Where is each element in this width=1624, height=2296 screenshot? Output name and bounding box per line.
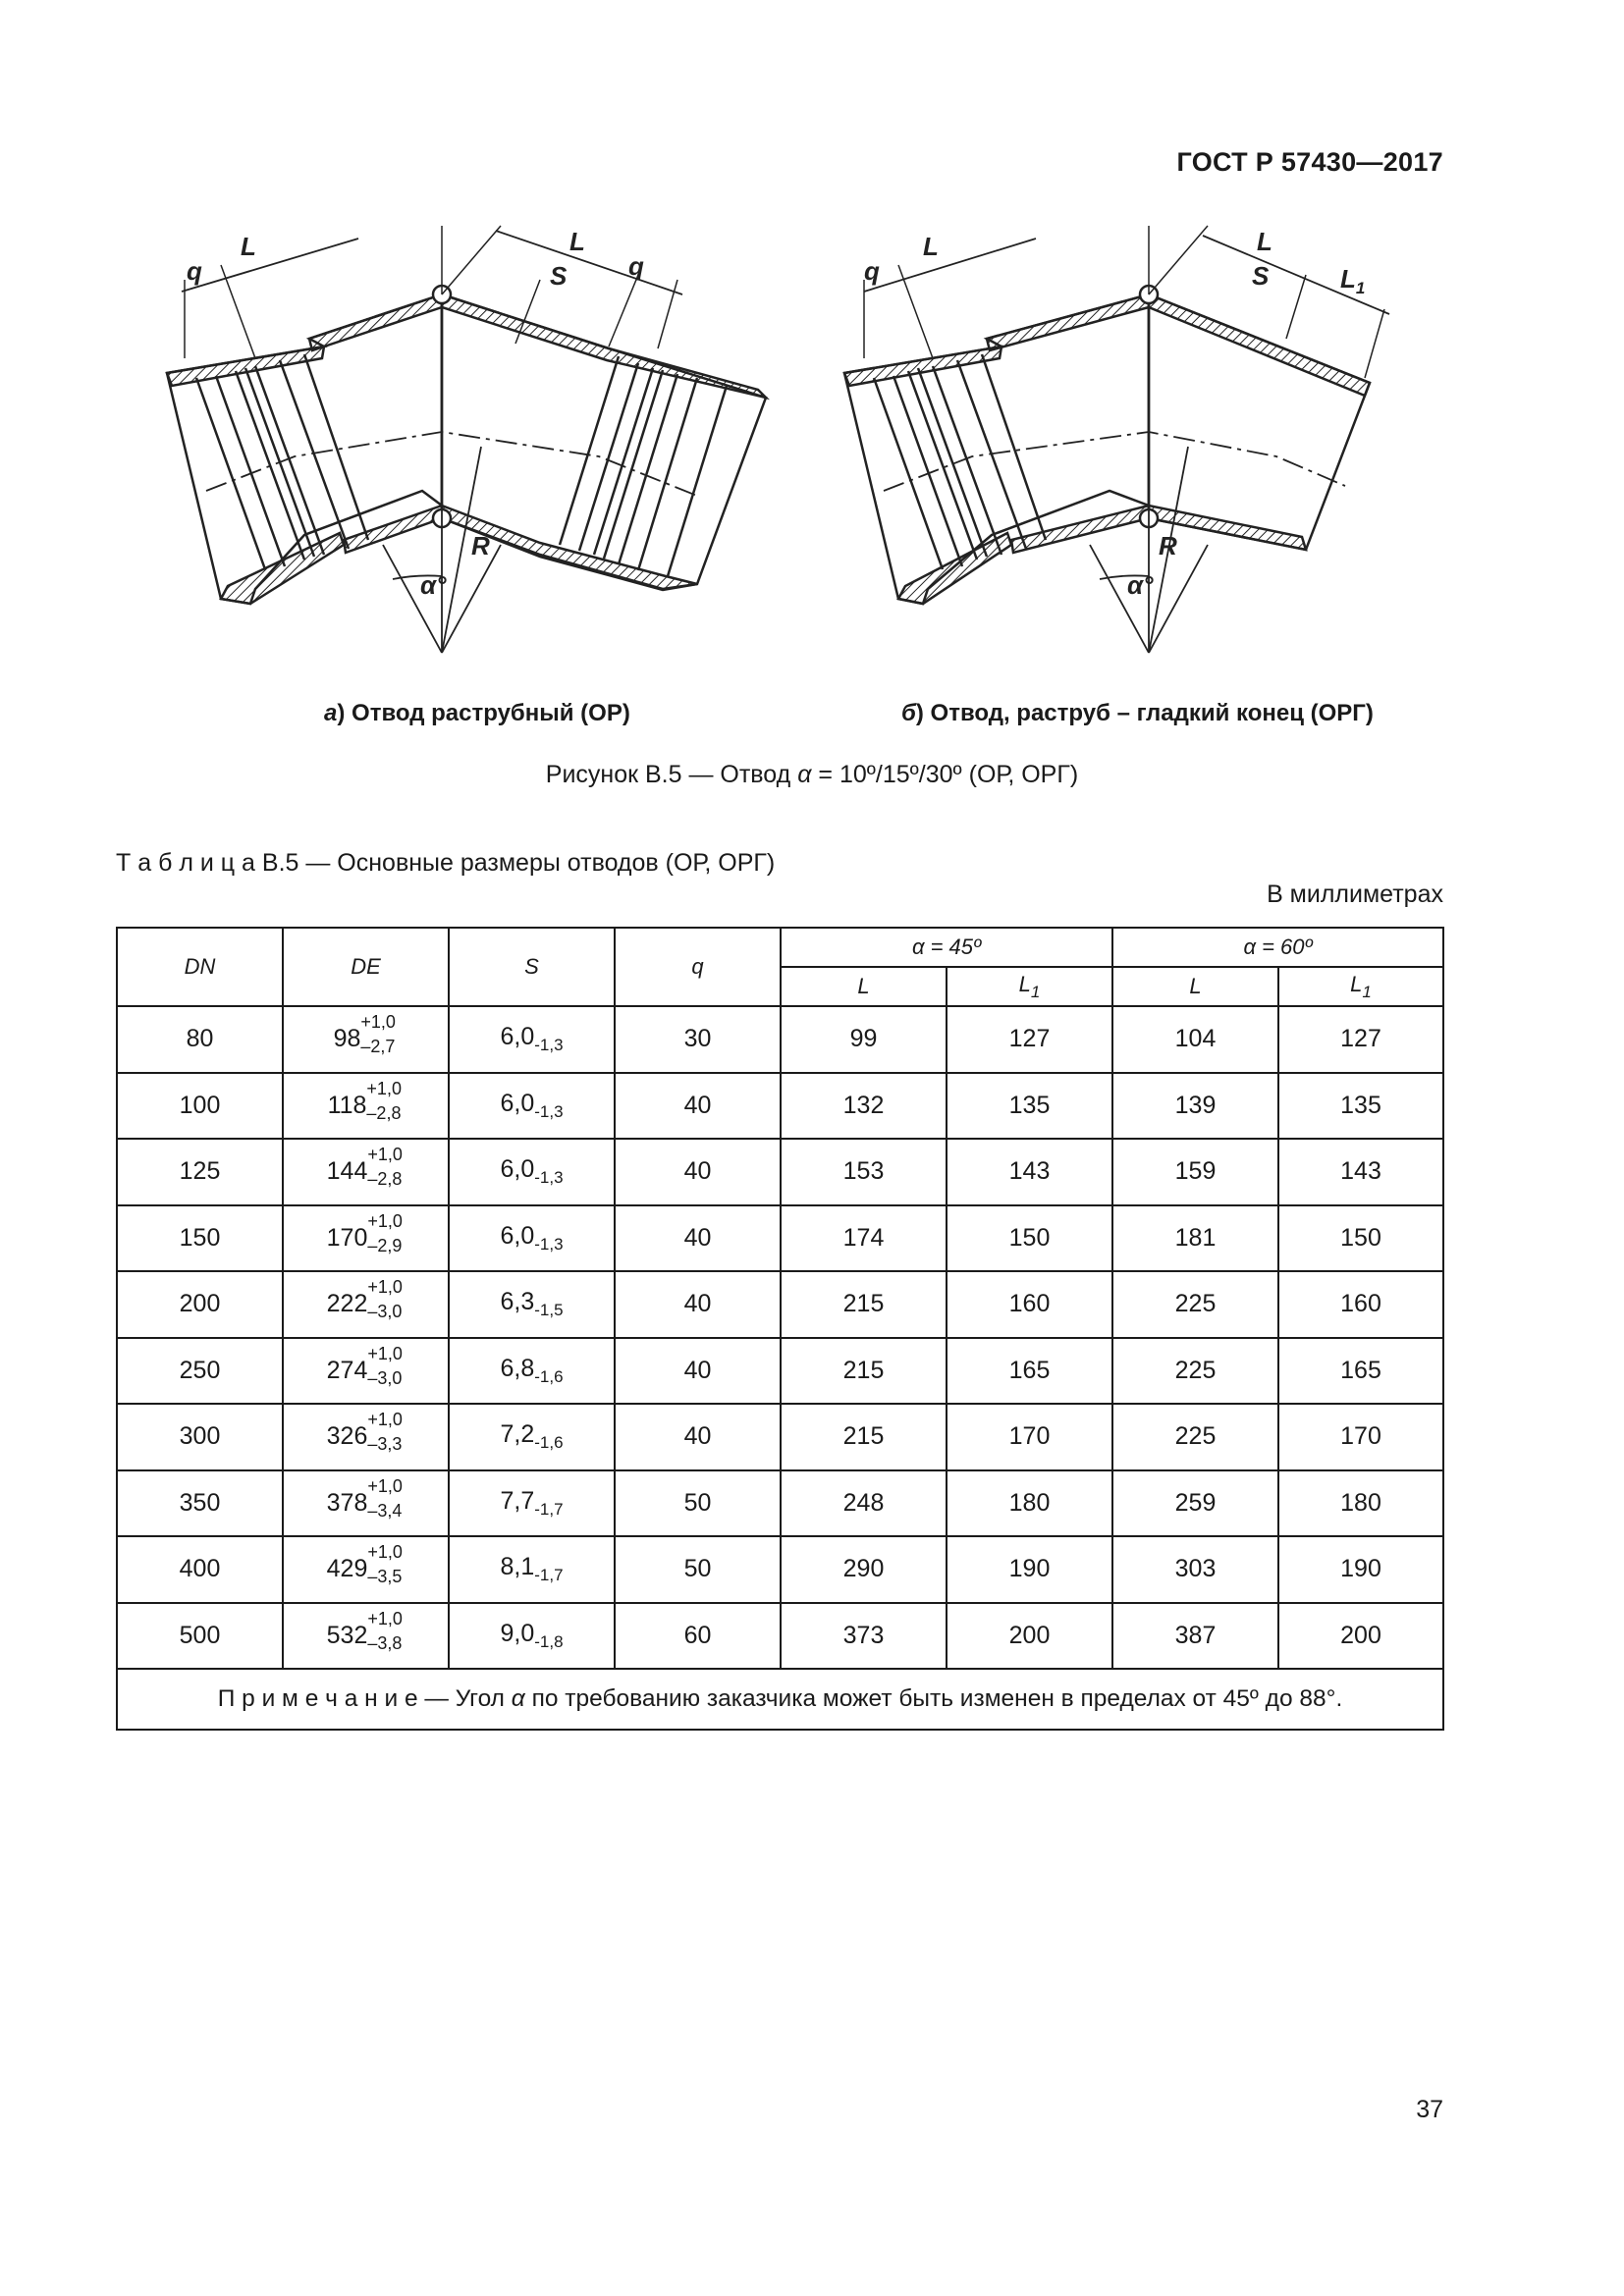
label-r-b: R <box>1159 531 1177 561</box>
table-row <box>117 1271 1443 1338</box>
cell-l1-60: 160 <box>1278 1271 1443 1338</box>
cell-q: 40 <box>615 1139 781 1205</box>
label-l-a: L <box>241 232 256 261</box>
table-row <box>117 1536 1443 1603</box>
label-l-a2: L <box>569 227 585 256</box>
cell-de: 326 +1,0 –3,3 <box>283 1404 449 1470</box>
cell-l1-45: 127 <box>947 1006 1112 1073</box>
cell-s: $6,0_{-1,3}$ <box>449 1073 615 1140</box>
table-row <box>117 1470 1443 1537</box>
cell-q: 40 <box>615 1073 781 1140</box>
header-alpha-45: α = 45º <box>781 928 1112 967</box>
cell-l1-60: 170 <box>1278 1404 1443 1470</box>
cell-l1-45: 135 <box>947 1073 1112 1140</box>
cell-s: $6,3_{-1,5}$ <box>449 1271 615 1338</box>
label-s-a: S <box>550 261 568 291</box>
cell-l-60: 387 <box>1112 1603 1278 1670</box>
cell-l-60: 259 <box>1112 1470 1278 1537</box>
label-q-b: q <box>864 256 880 286</box>
cell-l1-45: 150 <box>947 1205 1112 1272</box>
cell-q: 50 <box>615 1536 781 1603</box>
cell-de: 429 +1,0 –3,5 <box>283 1536 449 1603</box>
cell-q: 50 <box>615 1470 781 1537</box>
label-q-a2: q <box>628 251 644 281</box>
table-row <box>117 1603 1443 1670</box>
figure-title: Рисунок В.5 — Отвод α = 10º/15º/30º (ОР, ОРГ) <box>545 761 1079 788</box>
cell-s: $6,0_{-1,3}$ <box>449 1139 615 1205</box>
cell-l-45: 215 <box>781 1271 947 1338</box>
table-row <box>117 1338 1443 1405</box>
cell-l-60: 225 <box>1112 1404 1278 1470</box>
cell-q: 40 <box>615 1338 781 1405</box>
page-number: 37 <box>1416 2096 1443 2123</box>
cell-q: 40 <box>615 1404 781 1470</box>
cell-l1-45: 190 <box>947 1536 1112 1603</box>
table-units: В миллиметрах <box>1267 881 1443 908</box>
cell-l1-45: 200 <box>947 1603 1112 1670</box>
cell-dn: 100 <box>117 1073 283 1140</box>
cell-l-45: 290 <box>781 1536 947 1603</box>
header-dn: DN <box>117 928 283 1006</box>
cell-dn: 400 <box>117 1536 283 1603</box>
header-l1-60: $L_1$ <box>1278 967 1443 1006</box>
table-row <box>117 1205 1443 1272</box>
label-q-a: q <box>187 256 202 286</box>
cell-dn: 500 <box>117 1603 283 1670</box>
cell-s: $7,2_{-1,6}$ <box>449 1404 615 1470</box>
cell-l-60: 181 <box>1112 1205 1278 1272</box>
table-row <box>117 1404 1443 1470</box>
pipe-elbow-drawing <box>147 221 1394 692</box>
cell-l1-60: 190 <box>1278 1536 1443 1603</box>
cell-q: 40 <box>615 1205 781 1272</box>
cell-l1-45: 160 <box>947 1271 1112 1338</box>
header-l1-45: $L_1$ <box>947 967 1112 1006</box>
cell-l-45: 248 <box>781 1470 947 1537</box>
cell-l-60: 225 <box>1112 1271 1278 1338</box>
cell-l-45: 215 <box>781 1338 947 1405</box>
cell-l1-45: 180 <box>947 1470 1112 1537</box>
cell-dn: 200 <box>117 1271 283 1338</box>
cell-de: 274 +1,0 –3,0 <box>283 1338 449 1405</box>
cell-l-45: 132 <box>781 1073 947 1140</box>
cell-dn: 150 <box>117 1205 283 1272</box>
elbow-op-diagram <box>167 226 766 653</box>
label-alpha-b: α° <box>1127 570 1154 600</box>
header-l-45: L <box>781 967 947 1006</box>
table-note: П р и м е ч а н и е — Угол α по требованию заказчика может быть изменен в пределах от 45º до 88°. <box>117 1669 1443 1730</box>
cell-l1-45: 170 <box>947 1404 1112 1470</box>
cell-de: 378 +1,0 –3,4 <box>283 1470 449 1537</box>
dimensions-table <box>116 927 1444 1731</box>
cell-l1-60: 127 <box>1278 1006 1443 1073</box>
cell-l-45: 99 <box>781 1006 947 1073</box>
cell-l1-60: 150 <box>1278 1205 1443 1272</box>
cell-dn: 80 <box>117 1006 283 1073</box>
cell-l-45: 373 <box>781 1603 947 1670</box>
label-l1-b: $L_1$ <box>1340 264 1366 297</box>
cell-dn: 300 <box>117 1404 283 1470</box>
cell-de: 170 +1,0 –2,9 <box>283 1205 449 1272</box>
cell-q: 60 <box>615 1603 781 1670</box>
cell-s: $6,0_{-1,3}$ <box>449 1006 615 1073</box>
cell-dn: 125 <box>117 1139 283 1205</box>
cell-s: $6,0_{-1,3}$ <box>449 1205 615 1272</box>
cell-l-60: 104 <box>1112 1006 1278 1073</box>
cell-l1-60: 135 <box>1278 1073 1443 1140</box>
cell-l-60: 159 <box>1112 1139 1278 1205</box>
cell-de: 532 +1,0 –3,8 <box>283 1603 449 1670</box>
label-alpha-a: α° <box>420 570 447 600</box>
cell-de: 222 +1,0 –3,0 <box>283 1271 449 1338</box>
cell-l-45: 215 <box>781 1404 947 1470</box>
cell-dn: 250 <box>117 1338 283 1405</box>
table-row <box>117 1006 1443 1073</box>
cell-l-45: 174 <box>781 1205 947 1272</box>
label-r-a: R <box>471 531 490 561</box>
header-s: S <box>449 928 615 1006</box>
table-row <box>117 1139 1443 1205</box>
cell-l1-60: 143 <box>1278 1139 1443 1205</box>
cell-dn: 350 <box>117 1470 283 1537</box>
cell-s: $9,0_{-1,8}$ <box>449 1603 615 1670</box>
cell-s: $8,1_{-1,7}$ <box>449 1536 615 1603</box>
cell-de: 118 +1,0 –2,8 <box>283 1073 449 1140</box>
elbow-org-diagram <box>844 226 1389 653</box>
header-alpha-60: α = 60º <box>1112 928 1443 967</box>
header-de: DE <box>283 928 449 1006</box>
document-header: ГОСТ Р 57430—2017 <box>1176 147 1443 177</box>
cell-l-60: 303 <box>1112 1536 1278 1603</box>
label-s-b: S <box>1252 261 1270 291</box>
cell-l-60: 139 <box>1112 1073 1278 1140</box>
cell-s: $6,8_{-1,6}$ <box>449 1338 615 1405</box>
cell-l1-60: 200 <box>1278 1603 1443 1670</box>
cell-l1-60: 165 <box>1278 1338 1443 1405</box>
table-title: Т а б л и ц а В.5 — Основные размеры отводов (ОР, ОРГ) <box>116 849 776 877</box>
cell-l1-45: 143 <box>947 1139 1112 1205</box>
cell-de: 144 +1,0 –2,8 <box>283 1139 449 1205</box>
cell-l-60: 225 <box>1112 1338 1278 1405</box>
cell-l-45: 153 <box>781 1139 947 1205</box>
cell-q: 40 <box>615 1271 781 1338</box>
cell-de: 98 +1,0 –2,7 <box>283 1006 449 1073</box>
label-l-b2: L <box>1257 227 1272 256</box>
header-q: q <box>615 928 781 1006</box>
header-l-60: L <box>1112 967 1278 1006</box>
cell-s: $7,7_{-1,7}$ <box>449 1470 615 1537</box>
cell-q: 30 <box>615 1006 781 1073</box>
cell-l1-45: 165 <box>947 1338 1112 1405</box>
label-l-b: L <box>923 232 939 261</box>
caption-a: а) Отвод раструбный (ОР) <box>324 700 630 726</box>
caption-b: б) Отвод, раструб – гладкий конец (ОРГ) <box>901 700 1374 726</box>
cell-l1-60: 180 <box>1278 1470 1443 1537</box>
table-row <box>117 1073 1443 1140</box>
